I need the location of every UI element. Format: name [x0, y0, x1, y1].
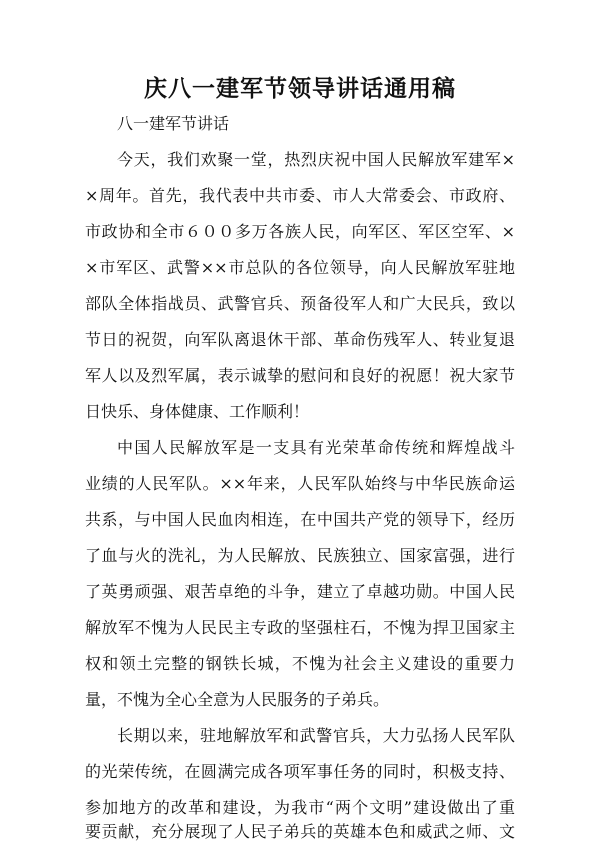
paragraph-1-line-3: 市政协和全市６００多万各族人民，向军区、军区空军、×: [85, 222, 515, 241]
paragraph-3-line-2: 的光荣传统，在圆满完成各项军事任务的同时，积极支持、: [85, 762, 515, 781]
paragraph-1-line-7: 军人以及烈军属，表示诚挚的慰问和良好的祝愿！祝大家节: [85, 366, 515, 385]
paragraph-2-line-4: 了血与火的洗礼，为人民解放、民族独立、国家富强，进行: [85, 546, 515, 565]
paragraph-2-line-6: 解放军不愧为人民民主专政的坚强柱石，不愧为捍卫国家主: [85, 618, 515, 637]
paragraph-3-line-4: 要贡献，充分展现了人民子弟兵的英雄本色和威武之师、文: [85, 822, 515, 841]
paragraph-2-line-1: 中国人民解放军是一支具有光荣革命传统和辉煌战斗: [117, 438, 515, 457]
paragraph-2-line-7: 权和领土完整的钢铁长城，不愧为社会主义建设的重要力: [85, 654, 515, 673]
paragraph-1-line-8: 日快乐、身体健康、工作顺利！: [85, 402, 310, 421]
paragraph-2-line-3: 共系，与中国人民血肉相连，在中国共产党的领导下，经历: [85, 510, 515, 529]
paragraph-2-line-2: 业绩的人民军队。××年来，人民军队始终与中华民族命运: [85, 474, 515, 493]
paragraph-1-line-1: 今天，我们欢聚一堂，热烈庆祝中国人民解放军建军×: [117, 150, 515, 169]
paragraph-1-line-5: 部队全体指战员、武警官兵、预备役军人和广大民兵，致以: [85, 294, 515, 313]
paragraph-1-line-6: 节日的祝贺，向军队离退休干部、革命伤残军人、转业复退: [85, 330, 515, 349]
paragraph-3-line-1: 长期以来，驻地解放军和武警官兵，大力弘扬人民军队: [117, 726, 515, 745]
paragraph-3-line-3: 参加地方的改革和建设，为我市“两个文明”建设做出了重: [85, 798, 515, 817]
paragraph-2-line-5: 了英勇顽强、艰苦卓绝的斗争，建立了卓越功勋。中国人民: [85, 582, 515, 601]
paragraph-1-line-2: ×周年。首先，我代表中共市委、市人大常委会、市政府、: [85, 186, 515, 205]
document-subtitle: 八一建军节讲话: [117, 114, 230, 133]
paragraph-2-line-8: 量，不愧为全心全意为人民服务的子弟兵。: [85, 690, 390, 709]
paragraph-1-line-4: ×市军区、武警××市总队的各位领导，向人民解放军驻地: [85, 258, 515, 277]
document-title: 庆八一建军节领导讲话通用稿: [144, 75, 456, 102]
